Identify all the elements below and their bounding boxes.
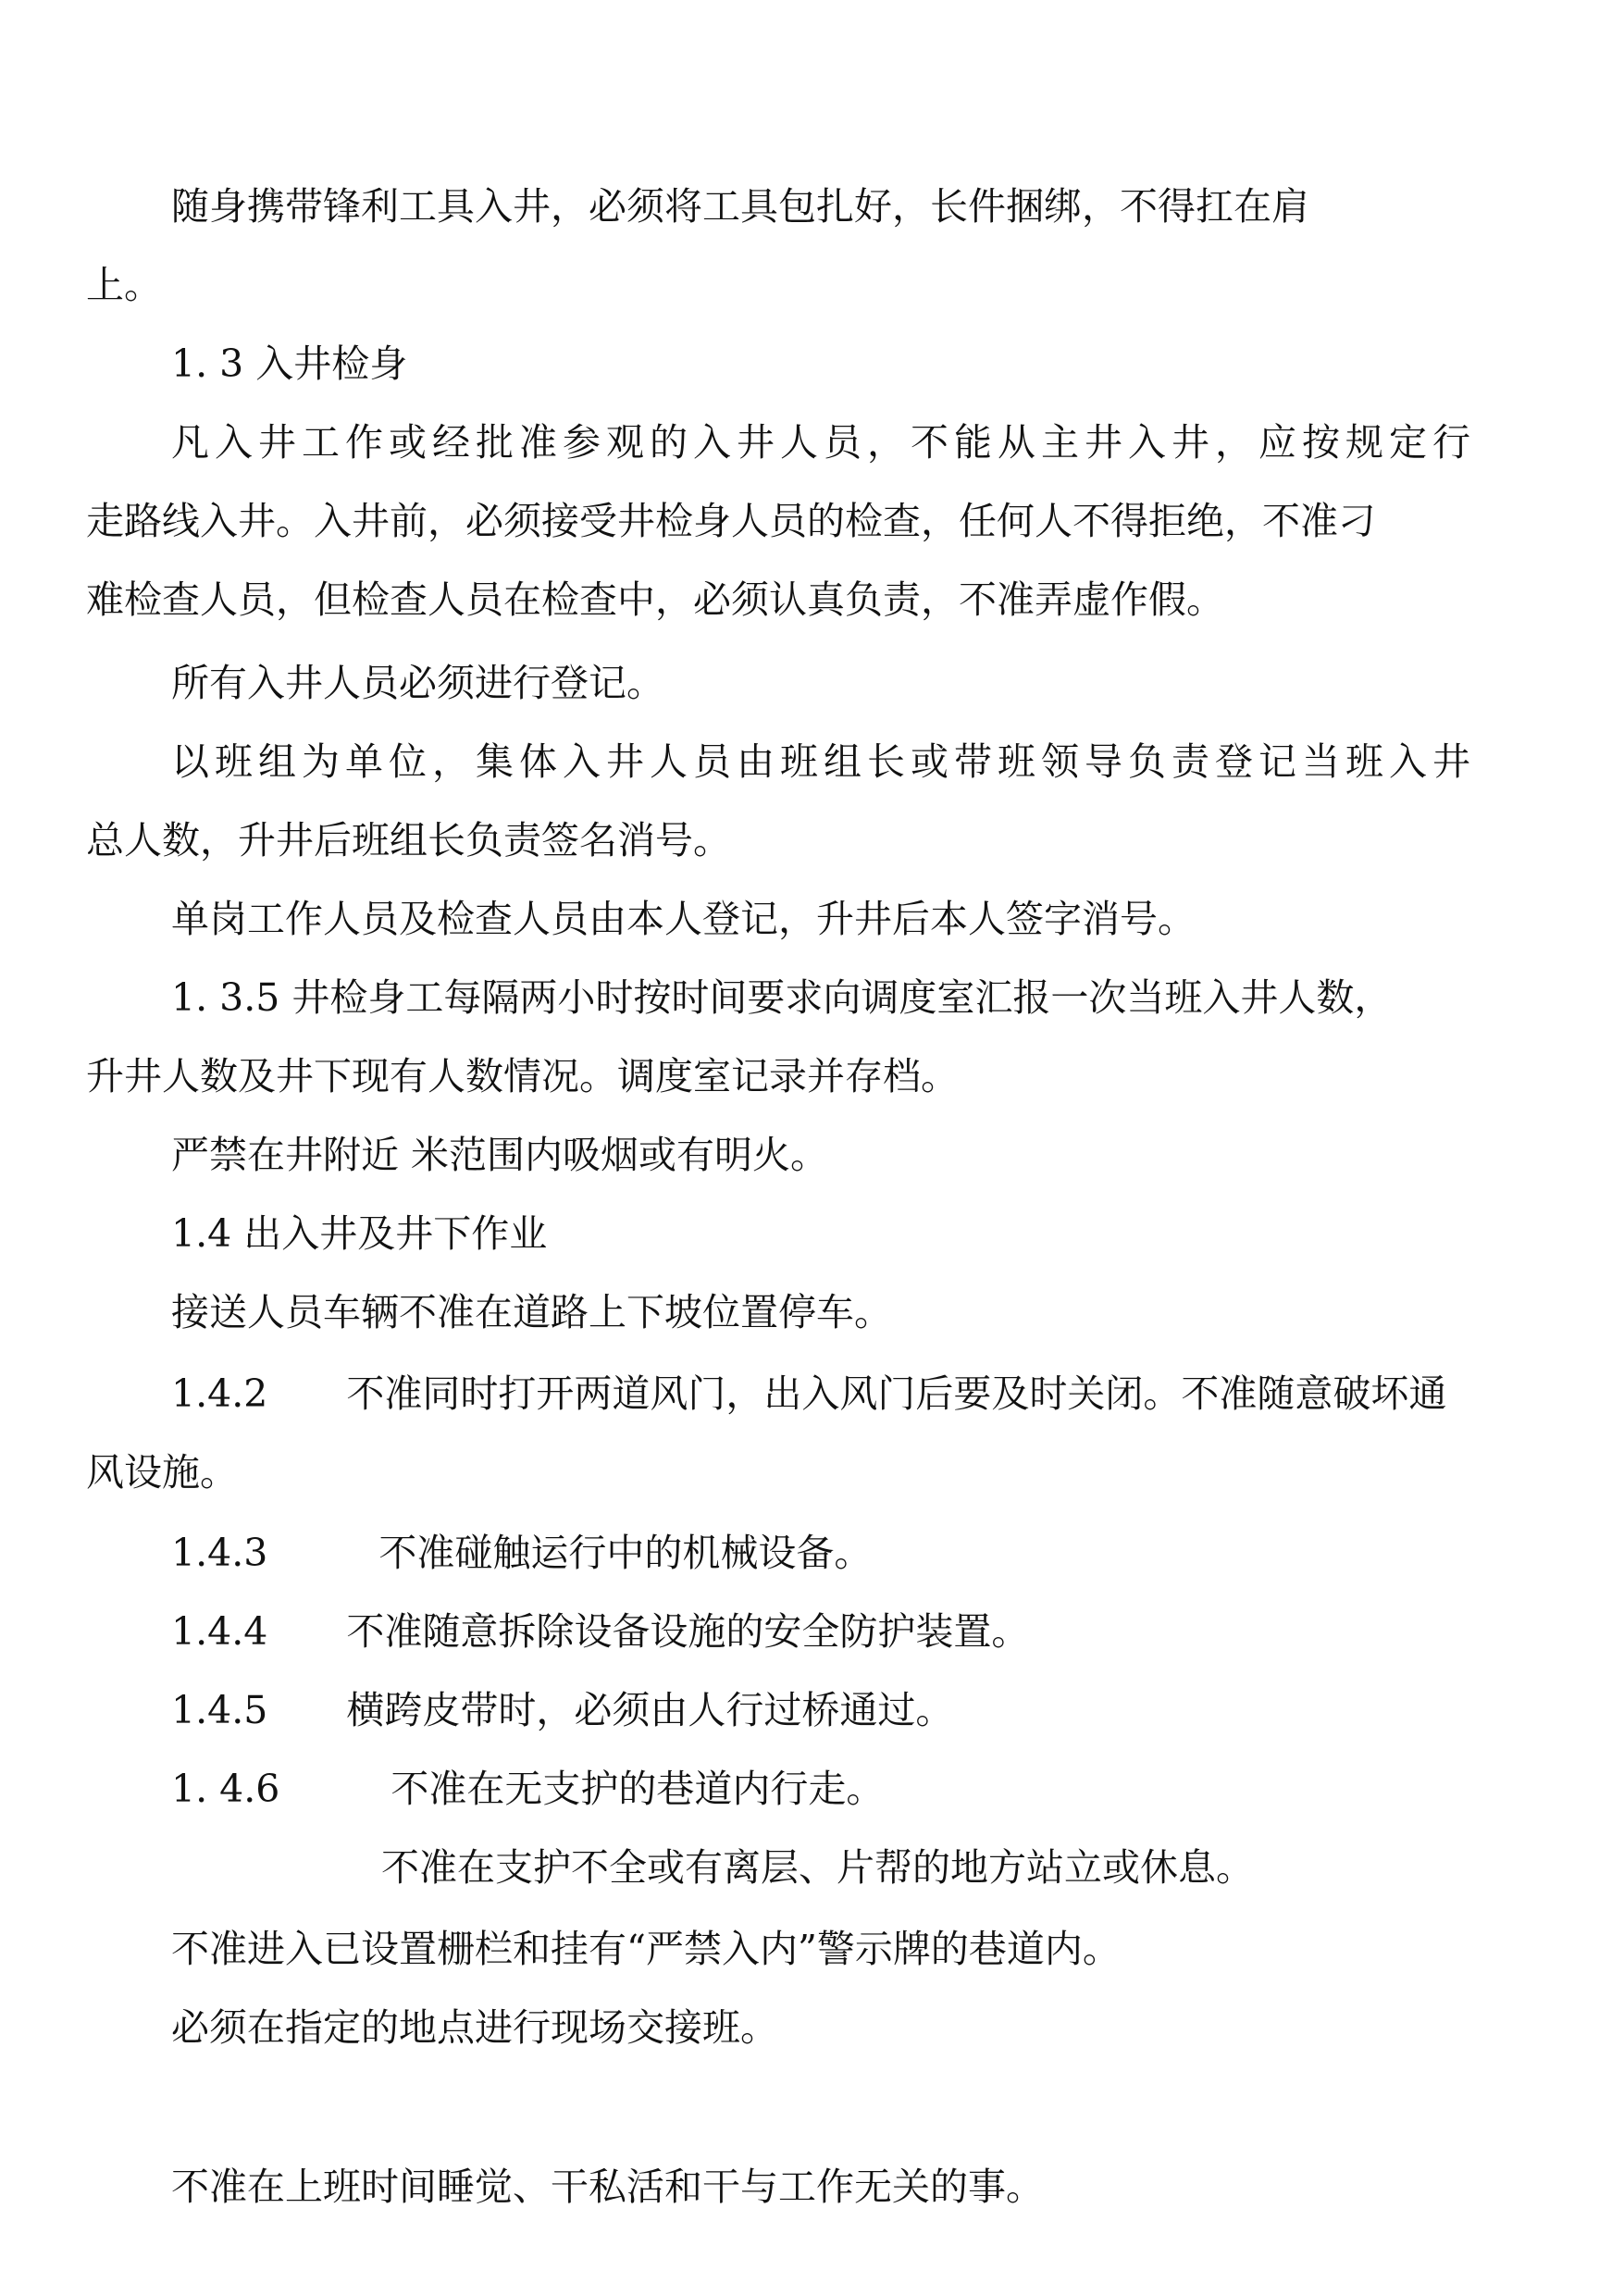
item-number: 1.4.5 [171,1688,268,1732]
paragraph-line: 难检查人员，但检查人员在检查中，必须认真负责，不准弄虚作假。 [86,577,1224,622]
numbered-item [171,1527,872,1579]
paragraph-line: 风设施。 [86,1450,238,1495]
paragraph-line: 上。 [86,263,162,307]
paragraph-line: 随身携带锋利工具入井，必须将工具包扎好，长件捆绑，不得扛在肩 [171,184,1309,229]
paragraph-line: 走路线入井。入井前，必须接受井检身人员的检查，任何人不得拒绝，不准刁 [86,499,1376,543]
item-text: 不准随意拆除设备设施的安全防护装置。 [346,1609,1030,1654]
paragraph-line: 所有入井人员必须进行登记。 [171,661,664,705]
paragraph-line: 凡入井工作或经批准参观的入井人员，不能从主井入井，应按规定行 [171,420,1476,465]
paragraph-line: 不准在上班时间睡觉、干私活和干与工作无关的事。 [171,2165,1044,2209]
paragraph-line: 接送人员车辆不准在道路上下坡位置停车。 [171,1290,892,1334]
numbered-item [171,1606,1029,1657]
item-number: 1. 4.6 [171,1767,280,1811]
item-text: 不准同时打开两道风门，出入风门后要及时关闭。不准随意破坏通 [346,1371,1447,1416]
paragraph-line: 不准进入已设置栅栏和挂有“严禁入内”警示牌的巷道内。 [171,1927,1121,1971]
paragraph-line: 以班组为单位，集体入井人员由班组长或带班领导负责登记当班入井 [171,739,1476,784]
paragraph-line: 总人数，升井后班组长负责签名消号。 [86,818,731,862]
section-heading: 1. 3 入井检身 [171,341,408,386]
paragraph-line: 单岗工作人员及检查人员由本人登记，升井后本人签字消号。 [171,897,1196,941]
numbered-item [171,1763,884,1815]
item-number: 1.4.3 [171,1531,268,1575]
numbered-item [171,1368,1446,1420]
paragraph-line: 升井人数及井下现有人数情况。调度室记录并存档。 [86,1054,959,1098]
numbered-item [171,1684,953,1736]
section-heading: 1.4 出入井及井下作业 [171,1211,548,1256]
paragraph-line: 1. 3.5 井检身工每隔两小时按时间要求向调度室汇报一次当班入井人数， [171,975,1393,1020]
paragraph-line: 严禁在井附近 米范围内吸烟或有明火。 [171,1133,829,1177]
paragraph-line: 不准在支护不全或有离层、片帮的地方站立或休息。 [381,1845,1254,1890]
item-text: 不准碰触运行中的机械设备。 [378,1531,873,1575]
item-number: 1.4.2 [171,1371,268,1416]
item-number: 1.4.4 [171,1609,268,1654]
item-text: 不准在无支护的巷道内行走。 [391,1767,885,1811]
paragraph-line: 必须在指定的地点进行现场交接班。 [171,2005,778,2050]
item-text: 横跨皮带时，必须由人行过桥通过。 [346,1688,954,1732]
